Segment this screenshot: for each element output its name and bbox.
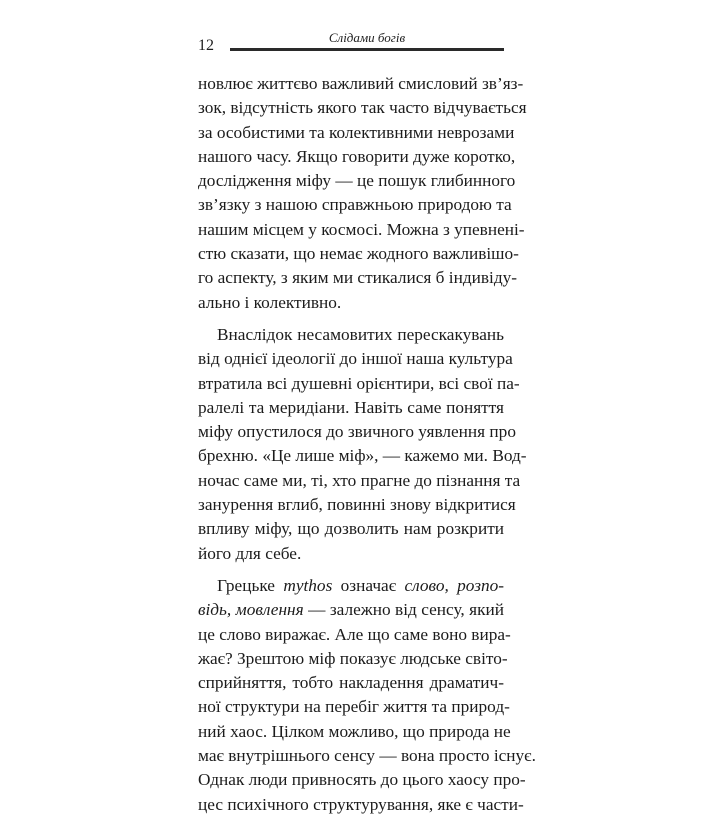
text-line: ний хаос. Цілком можливо, що природа не bbox=[198, 721, 511, 741]
text-line: ночас саме ми, ті, хто прагне до пізнання та bbox=[198, 470, 521, 490]
text-run: Грецьке bbox=[217, 575, 284, 595]
text-line: ної структури на перебіг життя та природ- bbox=[198, 697, 510, 717]
text-line: ально і колективно. bbox=[198, 292, 342, 312]
paragraph-spacing bbox=[198, 315, 504, 323]
italic-term: слово, розпо- bbox=[404, 575, 504, 595]
text-line: за особистими та колективними неврозами bbox=[198, 122, 515, 142]
text-line: дослідження міфу — це пошук глибинного bbox=[198, 171, 516, 191]
text-line: новлює життєво важливий смисловий зв’яз- bbox=[198, 74, 524, 93]
text-line: зок, відсутність якого так часто відчувається bbox=[198, 98, 527, 118]
text-line: го аспекту, з яким ми стикалися б індивіду- bbox=[198, 268, 518, 288]
paragraph-spacing bbox=[198, 566, 504, 574]
text-line: цес психічного структурування, яке є части- bbox=[198, 794, 524, 814]
paragraph-1 bbox=[198, 72, 527, 315]
text-line: нашим місцем у космосі. Можна з упевнені- bbox=[198, 219, 525, 239]
paragraph-2 bbox=[198, 323, 527, 566]
page-header bbox=[198, 30, 504, 58]
text-line: зв’язку з нашою справжньою природою та bbox=[198, 195, 512, 215]
text-line: міфу опустилося до звичного уявлення про bbox=[198, 422, 516, 442]
text-line: ралелі та меридіани. Навіть саме поняття bbox=[198, 397, 504, 417]
page-number: 12 bbox=[198, 37, 214, 54]
text-run: означає bbox=[332, 575, 405, 595]
text-line: жає? Зрештою міф показує людське світо- bbox=[198, 648, 508, 668]
text-line: втратила всі душевні орієнтири, всі свої па- bbox=[198, 373, 520, 393]
text-line: його для себе. bbox=[198, 543, 302, 563]
text-line: має внутрішнього сенсу — вона просто існує. bbox=[198, 746, 536, 766]
italic-term: відь, мовлення bbox=[198, 600, 304, 620]
text-line: занурення вглиб, повинні знову відкритися bbox=[198, 495, 516, 515]
text-line: Однак люди привносять до цього хаосу про- bbox=[198, 770, 526, 790]
text-line bbox=[198, 574, 504, 598]
body-text bbox=[198, 72, 536, 817]
text-line: нашого часу. Якщо говорити дуже коротко, bbox=[198, 146, 516, 166]
text-line: Внаслідок несамовитих перескакувань bbox=[217, 324, 504, 344]
text-line: впливу міфу, що дозволить нам розкрити bbox=[198, 519, 504, 539]
running-title: Слідами богів bbox=[328, 30, 406, 45]
text-line: стю сказати, що немає жодного важливішо- bbox=[198, 244, 519, 264]
text-line bbox=[198, 598, 504, 622]
text-line: сприйняття, тобто накладення драматич- bbox=[198, 673, 504, 693]
text-run: — залежно від сенсу, який bbox=[303, 600, 504, 620]
text-line: брехню. «Це лише міф», — кажемо ми. Вод- bbox=[198, 446, 527, 466]
italic-term: mythos bbox=[283, 575, 333, 595]
text-line: від однієї ідеології до іншої наша культура bbox=[198, 349, 513, 369]
paragraph-3 bbox=[198, 574, 536, 817]
header-rule bbox=[230, 48, 504, 51]
text-line: це слово виражає. Але що саме воно вира- bbox=[198, 624, 511, 644]
